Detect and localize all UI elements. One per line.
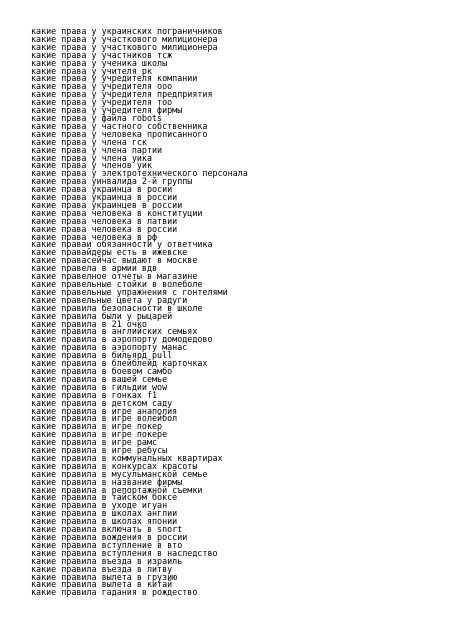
- query-line: какие правила вступления в наследство: [31, 547, 218, 558]
- query-line: какие правила в 21 очко: [31, 318, 147, 329]
- query-line: какие правила въезда в литву: [31, 563, 173, 574]
- query-line: какие правила в репортажной съемки: [31, 484, 203, 495]
- query-line: какие права у участкового милиционера: [31, 41, 218, 52]
- query-line: какие права у учредителя ооо: [31, 81, 173, 92]
- query-line: какие права у файла robots: [31, 112, 163, 123]
- query-line: какие права у учредителя компании: [31, 73, 198, 84]
- query-line: какие права у члена уика: [31, 152, 153, 163]
- query-line: какие правила в школах японии: [31, 516, 178, 527]
- query-line: какие праваи обязанности у ответчика: [31, 239, 213, 250]
- query-line: какие права у члена гск: [31, 136, 147, 147]
- query-line: какие правела в армии вдв: [31, 263, 158, 274]
- query-line: какие правила в игре рамс: [31, 437, 158, 448]
- query-line: какие правила в аэропорту манас: [31, 342, 188, 353]
- query-line: какие правила в название фирмы: [31, 476, 183, 487]
- query-line: какие правила в детском саду: [31, 397, 173, 408]
- query-line: какие права у человека прописанного: [31, 128, 208, 139]
- query-line: какие права у украинских пограничников: [31, 26, 223, 36]
- query-line: какие правила в боевом самбо: [31, 365, 173, 376]
- query-line: какие правельные стойки в волеболе: [31, 279, 203, 289]
- query-line: какие права у частного собственника: [31, 120, 208, 131]
- query-line: какие права украинца в росии: [31, 184, 173, 195]
- query-line: какие правельные цвета у радуги: [31, 294, 188, 305]
- query-line: какие правила вступление в вто: [31, 539, 183, 550]
- query-line: какие права у ученика школы: [31, 57, 168, 68]
- query-line: какие права украинца в россии: [31, 192, 178, 203]
- query-line: какие правила гадания в рождество: [31, 587, 198, 598]
- query-line: какие права человека в латвии: [31, 215, 178, 226]
- query-line: какие правила безопасности в школе: [31, 302, 203, 313]
- query-line: какие права у участников тсж: [31, 49, 173, 60]
- query-line: какие правила в английских семьях: [31, 326, 198, 337]
- query-line: какие правила в гильдии wow: [31, 381, 168, 392]
- query-line: какие правила вылета в китай: [31, 579, 173, 590]
- query-line: какие правила в аэропорту домодедово: [31, 334, 213, 345]
- query-line: какие правила вождения в россии: [31, 532, 188, 542]
- query-line: какие правила в бильярд pull: [31, 350, 173, 361]
- query-line: какие правила в игре покер: [31, 421, 163, 432]
- query-line: какие правасейчас выдают в москве: [31, 255, 198, 266]
- query-line: какие права у учредителя тоо: [31, 97, 173, 108]
- query-line: какие правила в школах англии: [31, 508, 178, 519]
- query-line: какие правила в игре покере: [31, 429, 168, 440]
- query-line: какие права человека в рф: [31, 231, 158, 242]
- query-line: какие права у членов уик: [31, 160, 153, 171]
- query-line: какие правайдеры есть в ижевске: [31, 247, 188, 258]
- query-line: какие права у учредителя фирмы: [31, 105, 183, 116]
- query-line: какие права украинцев в россии: [31, 199, 183, 210]
- query-line: какие права человека в россии: [31, 223, 178, 234]
- query-line: какие правила в уходе игуан: [31, 500, 168, 511]
- query-line: какие права человека в конституции: [31, 207, 203, 218]
- query-line: какие правила в игре ребусы: [31, 445, 168, 456]
- query-line: какие права у электротехнического персонала: [31, 168, 248, 179]
- query-line: какие права уинвалида 2-й группы: [31, 176, 193, 187]
- query-line: какие правила включать в snort: [31, 524, 183, 535]
- query-line: какие права у учителя рк: [31, 65, 153, 76]
- query-line: какие права у члена партии: [31, 144, 163, 155]
- query-line: какие правила в блейблейд карточках: [31, 358, 208, 369]
- query-line: какие правила в мусульманской семье: [31, 468, 208, 479]
- query-line: какие правила в вашей семье: [31, 373, 168, 384]
- query-line: какие правила въезда в израиль: [31, 555, 183, 566]
- query-line: какие правила в коммунальных квартирах: [31, 452, 223, 463]
- query-line: какие правила были у рыцарей: [31, 310, 173, 321]
- query-line: какие правила вылета в грузию: [31, 571, 178, 582]
- query-line: какие права у учредителя предприятия: [31, 89, 213, 100]
- query-line: какие правельные упражнения с гонтелями: [31, 286, 228, 297]
- query-line: какие права у участкового милиционера: [31, 33, 218, 44]
- query-line: какие правила в игре анаполия: [31, 405, 178, 416]
- query-line: какие правила в игре волейбол: [31, 413, 178, 424]
- query-line: какие правила в гонках f1: [31, 389, 158, 400]
- search-query-list: [31, 28, 248, 597]
- query-line: какие правила в тайском боксе: [31, 492, 178, 503]
- query-line: какие правелное отчеты в магазине: [31, 271, 198, 282]
- query-line: какие правила в конкурсах красоты: [31, 460, 198, 471]
